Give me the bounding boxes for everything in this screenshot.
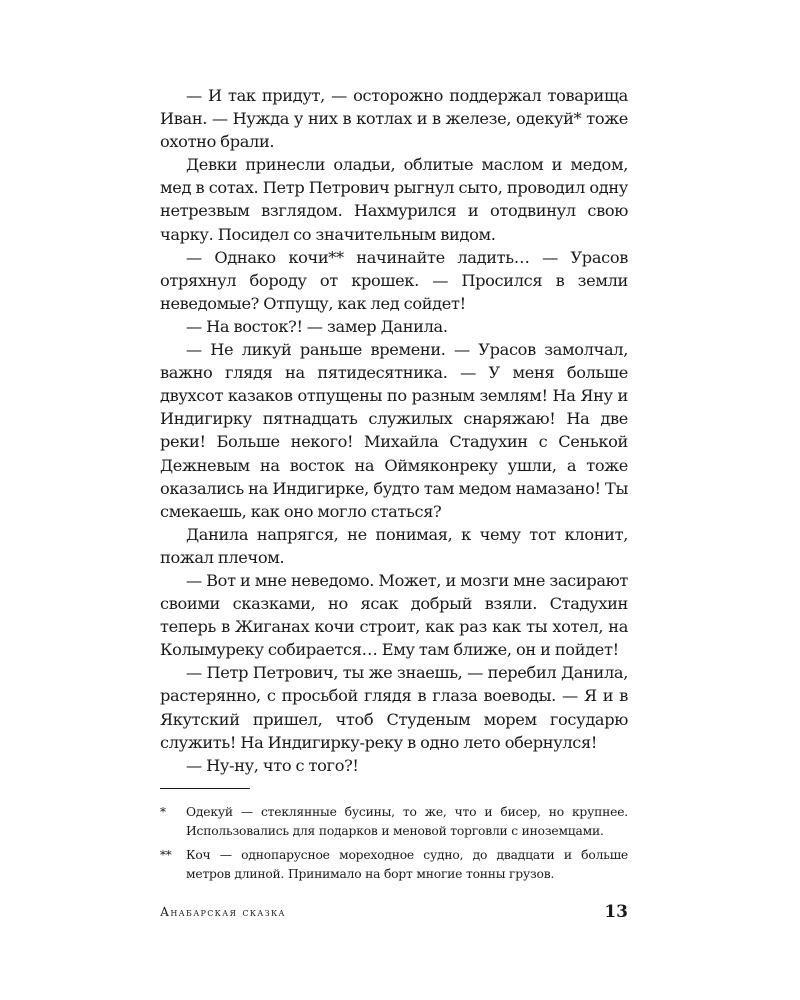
paragraph: — Однако кочи** начинайте ладить… — Урасов отряхнул бороду от крошек. — Просился в земли неведомые? Отпущу, как лед сойдет! (160, 247, 628, 313)
paragraph: Данила напрягся, не понимая, к чему тот клонит, пожал плечом. (160, 524, 628, 567)
paragraph: — Вот и мне неведомо. Может, и мозги мне засирают своими сказками, но ясак добрый взяли. Стадухин теперь в Жиганах кочи строит, как раз как ты хотел, на Колымуреку собирается… Ему там ближе, он и пойдет! (160, 570, 628, 660)
footnote-mark: * (160, 805, 166, 819)
running-head: Анабарская сказка (160, 905, 286, 919)
main-text (160, 84, 628, 777)
paragraph: — На восток?! — замер Данила. (186, 316, 448, 336)
paragraph: — И так придут, — осторожно поддержал товарища Иван. — Нужда у них в котлах и в железе, одекуй* тоже охотно брали. (160, 86, 628, 152)
paragraph: — Не ликуй раньше времени. — Урасов замолчал, важно глядя на пятидесятника. — У меня больше двухсот казаков отпущены по разным землям! На Яну и Индигирку пятнадцать служилых снаряжаю! На две реки! Больше некого! Михайла Стадухин с Сенькой Дежневым на восток на Оймяконреку ушли, а тоже оказались на Индигирке, будто там медом намазано! Ты смекаешь, как оно могло статься? (160, 340, 628, 521)
footnotes (160, 803, 628, 889)
footnote-text: Коч — однопарусное мореходное судно, до двадцати и больше метров длиной. Принимало на борт многие тонны грузов. (186, 848, 628, 881)
footnote-mark: ** (160, 848, 172, 862)
footnote-koch (160, 846, 628, 883)
footnote-divider (160, 788, 250, 789)
page-body (160, 84, 628, 777)
paragraph: — Ну-ну, что с того?! (186, 755, 359, 775)
footnote-text: Одекуй — стеклянные бусины, то же, что и бисер, но крупнее. Использовались для подарков и меновой торговли с иноземцами. (186, 805, 628, 838)
footnote-odekuy (160, 803, 628, 840)
paragraph: Девки принесли оладьи, облитые маслом и медом, мед в сотах. Петр Петрович рыгнул сыто, проводил одну нетрезвым взглядом. Нахмурился и отодвинул свою чарку. Посидел со значительным видом. (160, 155, 628, 244)
page-number: 13 (604, 902, 628, 922)
paragraph: — Петр Петрович, ты же знаешь, — перебил Данила, растерянно, с просьбой глядя в глаза воеводы. — Я и в Якутский пришел, чтоб Студеным морем государю служить! На Индигирку-реку в одно лето обернулся! (160, 663, 628, 752)
